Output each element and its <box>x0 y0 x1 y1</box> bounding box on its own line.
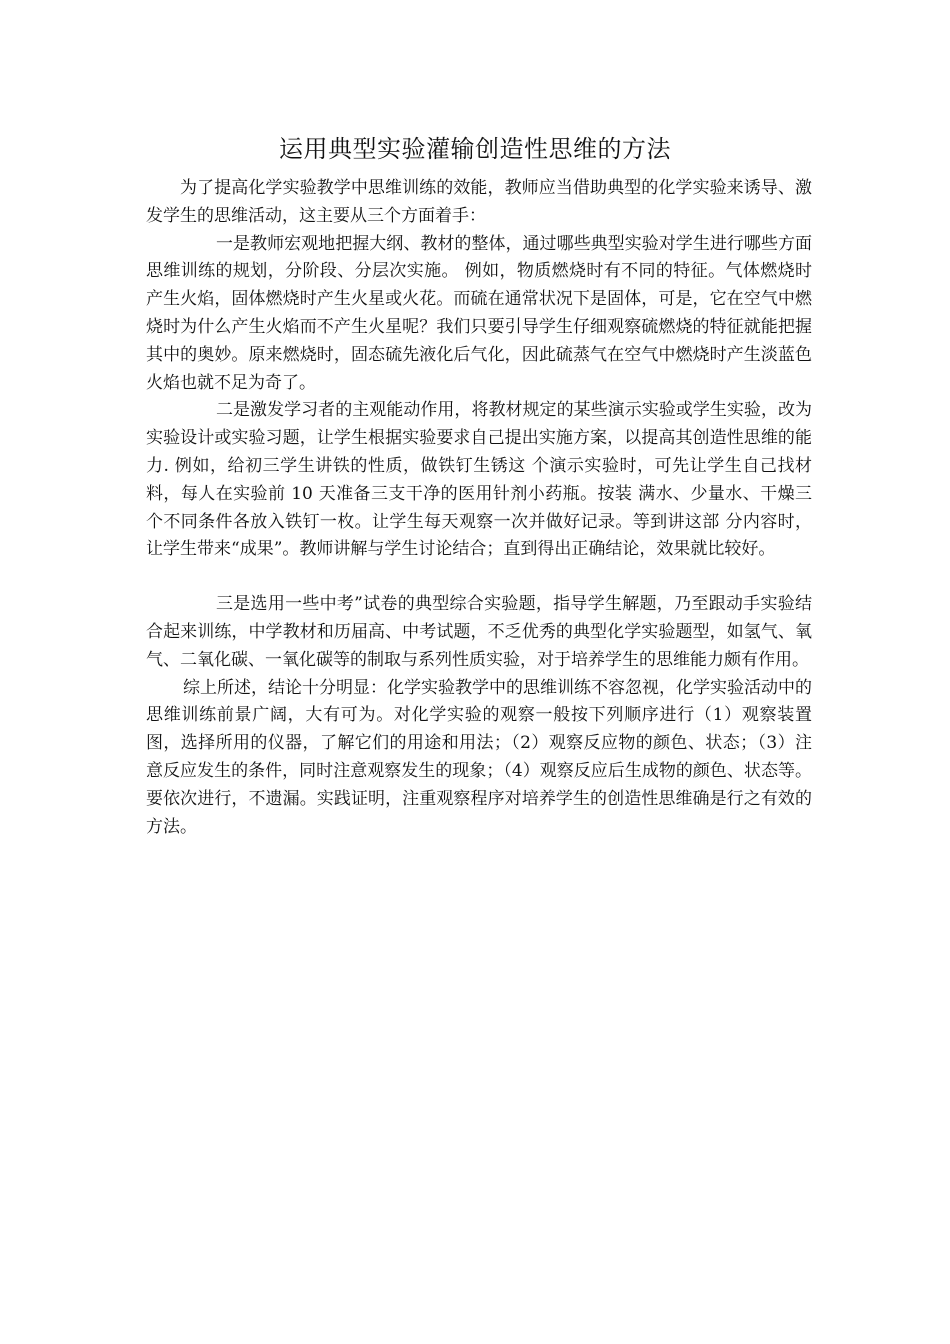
paragraph-point-three: 三是选用一些中考”试卷的典型综合实验题，指导学生解题，乃至跟动手实验结合起来训练，中学教材和历届高、中考试题，不乏优秀的典型化学实验题型，如氢气、氧气、二氧化碳、一氧化碳等的制取与系列性质实验，对于培养学生的思维能力颇有作用。 <box>146 594 812 670</box>
document-body <box>146 175 812 841</box>
intro-paragraph: 为了提高化学实验教学中思维训练的效能，教师应当借助典型的化学实验来诱导、激发学生的思维活动，这主要从三个方面着手： <box>146 178 812 226</box>
paragraph-spacer <box>146 564 812 591</box>
paragraph-point-one: 一是教师宏观地把握大纲、教材的整体，通过哪些典型实验对学生进行哪些方面思维训练的规划，分阶段、分层次实施。 例如，物质燃烧时有不同的特征。气体燃烧时产生火焰，固体燃烧时产生火星或火花。而硫在通常状况下是固体，可是，它在空气中燃烧时为什么产生火焰而不产生火星呢？我们只要引导学生仔细观察硫燃烧的特征就能把握其中的奥妙。原来燃烧时，固态硫先液化后气化，因此硫蒸气在空气中燃烧时产生淡蓝色火焰也就不足为奇了。 <box>146 233 812 393</box>
conclusion-paragraph: 综上所述，结论十分明显：化学实验教学中的思维训练不容忽视，化学实验活动中的思维训练前景广阔，大有可为。对化学实验的观察一般按下列顺序进行（1）观察装置图，选择所用的仪器，了解它们的用途和用法；（2）观察反应物的颜色、状态；（3）注意反应发生的条件，同时注意观察发生的现象；（4）观察反应后生成物的颜色、状态等。要依次进行，不遗漏。实践证明，注重观察程序对培养学生的创造性思维确是行之有效的方法。 <box>146 677 812 837</box>
paragraph-point-two: 二是激发学习者的主观能动作用，将教材规定的某些演示实验或学生实验，改为实验设计或实验习题，让学生根据实验要求自己提出实施方案，以提高其创造性思维的能力. 例如，给初三学生讲铁的性质，做铁钉生锈这 个演示实验时，可先让学生自己找材料，每人在实验前 10 天准备三支干净的医用针剂小药瓶。按装 满水、少量水、干燥三个不同条件各放入铁钉一枚。让学生每天观察一次并做好记录。等到讲这部 分内容时，让学生带来“成果”。教师讲解与学生讨论结合；直到得出正确结论，效果就比较好。 <box>146 400 812 560</box>
document-title: 运用典型实验灌输创造性思维的方法 <box>279 135 671 163</box>
